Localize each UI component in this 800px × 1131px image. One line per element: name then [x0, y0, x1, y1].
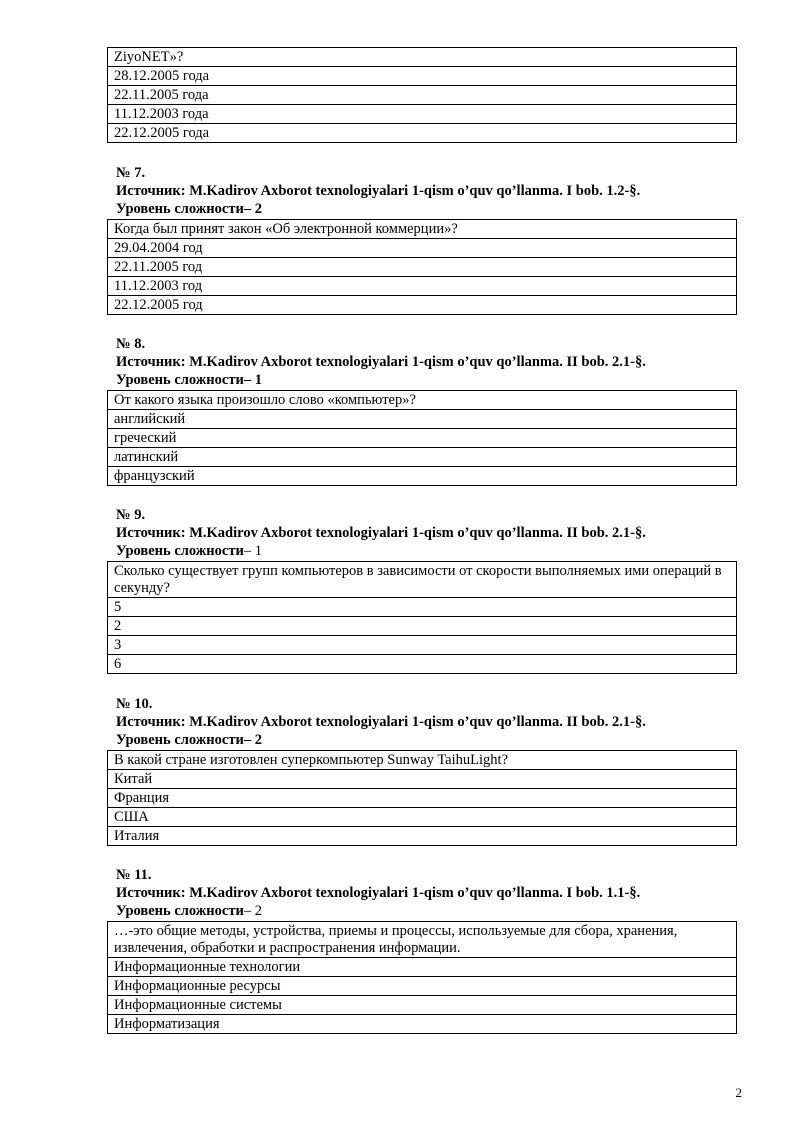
question-table [107, 921, 737, 1034]
question-table [107, 561, 737, 674]
table-row: 22.12.2005 года [108, 123, 736, 142]
answer-option: греческий [108, 428, 736, 447]
answer-option: Франция [108, 788, 736, 807]
table-row: 22.11.2005 года [108, 85, 736, 104]
question-number: № 7. [116, 165, 146, 181]
table-row: ZiyoNET»? [114, 49, 184, 65]
answer-option: Информационные ресурсы [108, 976, 736, 995]
answer-option: латинский [108, 447, 736, 466]
difficulty-label: Уровень сложности [116, 372, 244, 388]
difficulty-level [116, 542, 736, 560]
difficulty-label: Уровень сложности [116, 201, 244, 217]
question-number: № 9. [116, 507, 146, 523]
table-row: 11.12.2003 года [108, 104, 736, 123]
page-number: 2 [735, 1085, 742, 1100]
answer-option: 29.04.2004 год [108, 238, 736, 257]
question-source: Источник: M.Kadirov Axborot texnologiyalari 1-qism o’quv qo’llanma. II bob. 2.1-§. [116, 354, 646, 370]
answer-option: Италия [108, 826, 736, 845]
difficulty-label: Уровень сложности [116, 543, 244, 559]
difficulty-value: – 2 [243, 903, 262, 919]
answer-option: 3 [108, 635, 736, 654]
difficulty-level [116, 731, 736, 749]
answer-option: 22.11.2005 год [108, 257, 736, 276]
difficulty-label: Уровень сложности [116, 903, 244, 919]
answer-option: Китай [108, 769, 736, 788]
question-source: Источник: M.Kadirov Axborot texnologiyalari 1-qism o’quv qo’llanma. II bob. 2.1-§. [116, 525, 646, 541]
question-text: В какой стране изготовлен суперкомпьютер Sunway TaihuLight? [114, 752, 508, 768]
difficulty-level [116, 200, 736, 218]
table-row: 28.12.2005 года [108, 66, 736, 85]
question-header [116, 164, 736, 218]
difficulty-value: – 2 [243, 201, 262, 217]
answer-option: 22.12.2005 год [108, 295, 736, 314]
question-text: От какого языка произошло слово «компьютер»? [114, 392, 416, 408]
question-source: Источник: M.Kadirov Axborot texnologiyalari 1-qism o’quv qo’llanma. II bob. 2.1-§. [116, 714, 646, 730]
difficulty-level [116, 371, 736, 389]
question-number: № 11. [116, 867, 152, 883]
difficulty-level [116, 902, 736, 920]
difficulty-label: Уровень сложности [116, 732, 244, 748]
question-source: Источник: M.Kadirov Axborot texnologiyalari 1-qism o’quv qo’llanma. I bob. 1.2-§. [116, 183, 641, 199]
question-header [116, 335, 736, 389]
question-number: № 10. [116, 696, 153, 712]
question-header [116, 695, 736, 749]
question-table [107, 390, 737, 486]
question-text: Сколько существует групп компьютеров в зависимости от скорости выполняемых ими операций в секунду? [114, 563, 722, 596]
answer-option: французский [108, 466, 736, 485]
answer-option: 6 [108, 654, 736, 673]
answer-option: 5 [108, 597, 736, 616]
answer-option: Информационные системы [108, 995, 736, 1014]
difficulty-value: – 1 [243, 543, 262, 559]
answer-option: США [108, 807, 736, 826]
answer-option: Информационные технологии [108, 957, 736, 976]
question-table [107, 750, 737, 846]
question-number: № 8. [116, 336, 146, 352]
question-text: Когда был принят закон «Об электронной коммерции»? [114, 221, 458, 237]
answer-option: Информатизация [108, 1014, 736, 1033]
difficulty-value: – 2 [243, 732, 262, 748]
answer-option: 2 [108, 616, 736, 635]
answer-option: 11.12.2003 год [108, 276, 736, 295]
question-source: Источник: M.Kadirov Axborot texnologiyalari 1-qism o’quv qo’llanma. I bob. 1.1-§. [116, 885, 641, 901]
answer-table [107, 47, 737, 143]
question-header [116, 866, 736, 920]
question-header [116, 506, 736, 560]
question-table [107, 219, 737, 315]
difficulty-value: – 1 [243, 372, 262, 388]
answer-option: английский [108, 409, 736, 428]
question-text: …-это общие методы, устройства, приемы и процессы, используемые для сбора, хранения, извлечения, обработки и распространения информации. [114, 923, 678, 956]
